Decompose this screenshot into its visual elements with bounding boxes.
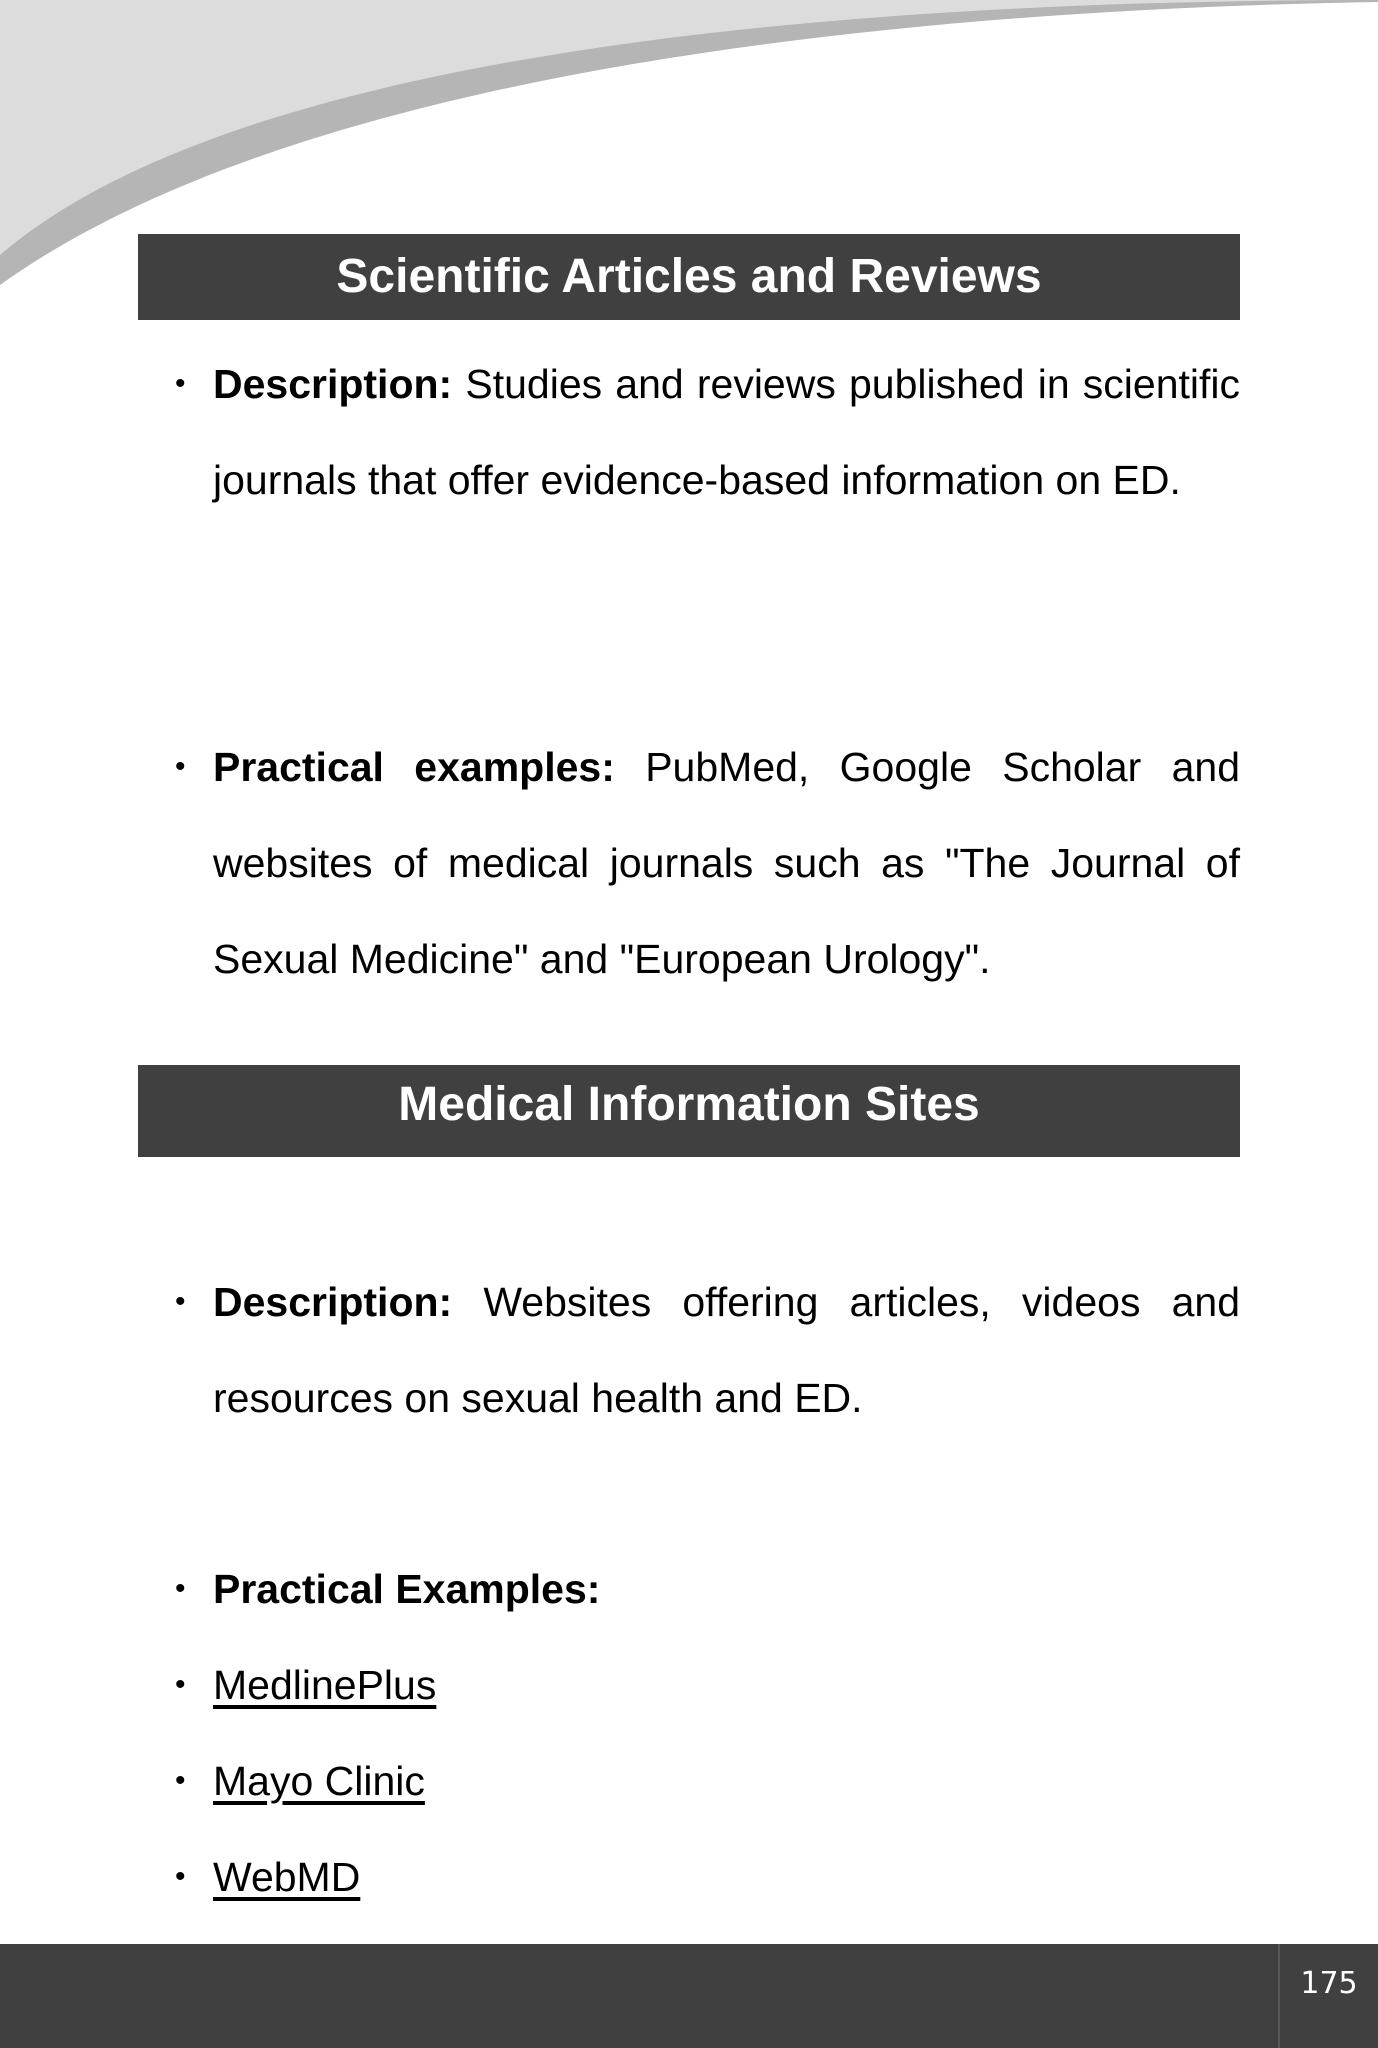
footer-bar xyxy=(0,1944,1378,2048)
list-item-practical-examples xyxy=(213,1541,1240,1637)
list-item-description xyxy=(213,1254,1240,1446)
description-text: Studies and reviews published in scientific journals that offer evidence-based information on ED. xyxy=(213,361,1240,503)
practical-examples-text: PubMed, Google Scholar and websites of medical journals such as "The Journal of Sexual Medicine" and "European Urology". xyxy=(213,744,1240,982)
section-title-medical-information-sites: Medical Information Sites xyxy=(138,1065,1240,1157)
webmd-link[interactable]: WebMD xyxy=(213,1854,361,1900)
practical-examples-label: Practical examples: xyxy=(213,744,615,790)
list-item-link xyxy=(213,1829,1240,1925)
description-label: Description: xyxy=(213,1279,453,1325)
section-title-scientific-articles: Scientific Articles and Reviews xyxy=(138,234,1240,320)
practical-examples-label: Practical Examples: xyxy=(213,1566,601,1612)
description-label: Description: xyxy=(213,361,453,407)
mayo-clinic-link[interactable]: Mayo Clinic xyxy=(213,1758,425,1804)
page-number: 175 xyxy=(1278,1944,1378,2048)
list-item-link xyxy=(213,1637,1240,1733)
medlineplus-link[interactable]: MedlinePlus xyxy=(213,1662,437,1708)
list-item-practical-examples xyxy=(213,719,1240,1007)
description-text: Websites offering articles, videos and resources on sexual health and ED. xyxy=(213,1279,1240,1421)
list-item-link xyxy=(213,1733,1240,1829)
list-item-description xyxy=(213,336,1240,528)
